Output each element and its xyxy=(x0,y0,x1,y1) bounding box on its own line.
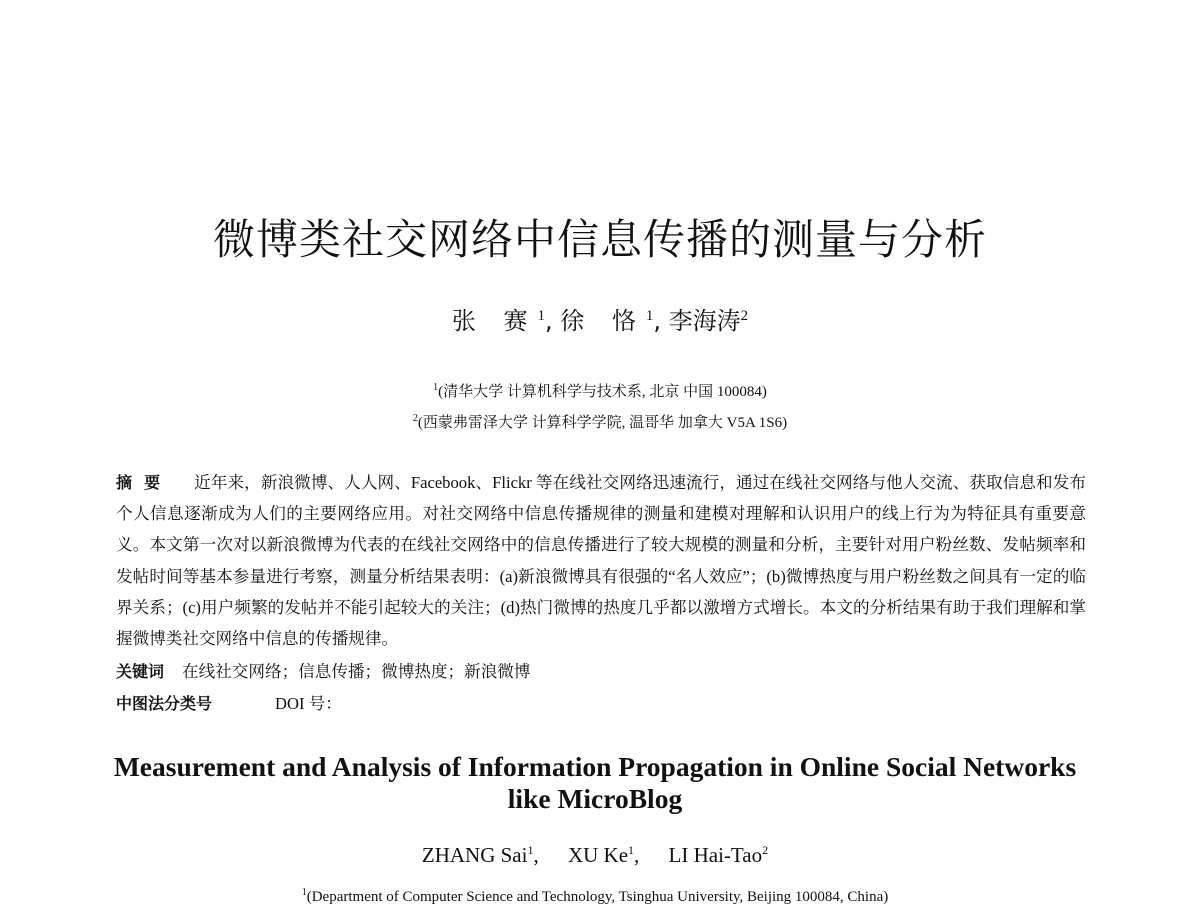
affiliation-1-cn xyxy=(0,377,1200,403)
author-name: XU Ke xyxy=(567,843,629,867)
author-sup: 2 xyxy=(740,308,749,324)
abstract-text: 近年来，新浪微博、人人网、Facebook、Flickr 等在线社交网络迅速流行，通过在线社交网络与他人交流、获取信息和发布个人信息逐渐成为人们的主要网络应用。对社交网络中信息传播规律的测量和建模对理解和认识用户的线上行为为特征具有重要意义。本文第一次对以新浪微博为代表的在线社交网络中的信息传播进行了较大规模的测量和分析，主要针对用户粉丝数、发帖频率和发帖时间等基本参量进行考察，测量分析结果表明：(a)新浪微博具有很强的“名人效应”；(b)微博热度与用户粉丝数之间具有一定的临界关系；(c)用户频繁的发帖并不能引起较大的关注；(d)热门微博的热度几乎都以激增方式增长。本文的分析结果有助于我们理解和掌握微博类社交网络中信息的传播规律。 xyxy=(116,473,1086,649)
doi-label: DOI 号： xyxy=(275,694,342,713)
abstract-cn xyxy=(116,467,1086,654)
abstract-label: 摘要 xyxy=(116,473,173,492)
affiliation-text: (清华大学 计算机科学与技术系, 北京 中国 100084) xyxy=(438,384,767,400)
affiliation-text: (Department of Computer Science and Technology, Tsinghua University, Beijing 100084, China) xyxy=(306,889,889,905)
affiliation-2-cn xyxy=(0,408,1200,434)
author-name: LI Hai-Tao xyxy=(668,843,763,867)
paper-title-cn: 微博类社交网络中信息传播的测量与分析 xyxy=(212,215,987,264)
author-sup: 1 xyxy=(628,843,635,857)
author-separator: , xyxy=(544,307,553,335)
author-separator: , xyxy=(634,843,640,867)
author-separator: , xyxy=(653,307,662,335)
paper-title-en: Measurement and Analysis of Information Propagation in Online Social Networks like MicroBlog xyxy=(113,751,1077,814)
affiliation-text: (西蒙弗雷泽大学 计算科学学院, 温哥华 加拿大 V5A 1S6) xyxy=(417,415,788,431)
keywords-label: 关键词 xyxy=(116,662,165,681)
affiliation-sup: 2 xyxy=(412,413,418,424)
author-list-cn xyxy=(0,296,1200,341)
keywords-cn xyxy=(116,656,530,687)
classification-row xyxy=(116,688,342,719)
keywords-text: 在线社交网络；信息传播；微博热度；新浪微博 xyxy=(182,662,531,681)
author-name: 李海涛 xyxy=(668,307,741,335)
affiliation-sup: 1 xyxy=(433,382,439,393)
author-name: ZHANG Sai xyxy=(421,843,528,867)
author-list-en xyxy=(0,835,1190,870)
author-sup: 1 xyxy=(645,308,654,324)
author-sup: 1 xyxy=(527,843,534,857)
author-sup: 2 xyxy=(762,843,769,857)
author-name: 张 赛 xyxy=(451,307,538,335)
author-name: 徐 恪 xyxy=(560,307,646,335)
affiliation-sup: 1 xyxy=(301,887,307,898)
author-separator: , xyxy=(533,843,539,867)
clc-label: 中图法分类号 xyxy=(116,694,213,713)
affiliation-1-en xyxy=(0,882,1190,908)
author-sup: 1 xyxy=(537,308,545,324)
